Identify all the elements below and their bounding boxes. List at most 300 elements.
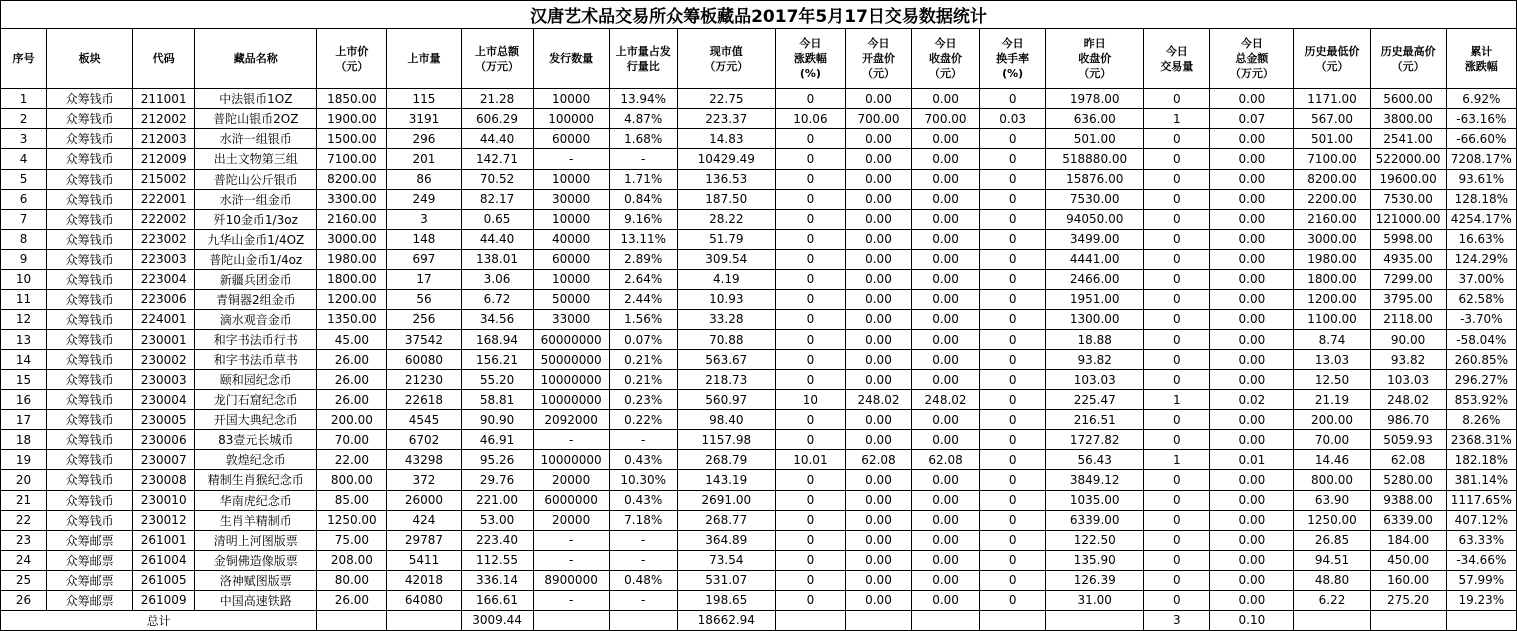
table-cell: 1980.00 — [1294, 249, 1370, 269]
table-cell: 7100.00 — [317, 149, 387, 169]
total-cell: 3 — [1144, 610, 1210, 630]
table-cell: 212009 — [133, 149, 195, 169]
table-cell: 5998.00 — [1370, 229, 1446, 249]
table-cell: 296.27% — [1446, 370, 1516, 390]
table-cell: 0.00 — [845, 229, 911, 249]
table-cell: 10000000 — [533, 370, 609, 390]
table-cell: 0 — [775, 350, 845, 370]
table-cell: 531.07 — [677, 570, 775, 590]
table-cell: 0.00 — [912, 269, 980, 289]
table-cell: 0.00 — [845, 510, 911, 530]
table-cell: 187.50 — [677, 189, 775, 209]
table-cell: - — [609, 530, 677, 550]
table-cell: 9.16% — [609, 209, 677, 229]
table-cell: 龙门石窟纪念币 — [195, 390, 317, 410]
table-cell: 4441.00 — [1046, 249, 1144, 269]
table-cell: 0 — [775, 269, 845, 289]
column-header-text: 总金额 — [1235, 52, 1269, 66]
column-header-text: 板块 — [78, 52, 101, 66]
table-cell: 4.19 — [677, 269, 775, 289]
table-cell: 10.01 — [775, 450, 845, 470]
table-cell: 7.18% — [609, 510, 677, 530]
table-cell: 中国高速铁路 — [195, 590, 317, 610]
table-cell: 敦煌纪念币 — [195, 450, 317, 470]
table-cell: 2 — [1, 109, 47, 129]
table-cell: 43298 — [387, 450, 461, 470]
table-cell: 25 — [1, 570, 47, 590]
column-header-text: 藏品名称 — [233, 52, 278, 66]
table-cell: 63.90 — [1294, 490, 1370, 510]
table-cell: 0.00 — [845, 590, 911, 610]
table-cell: 6000000 — [533, 490, 609, 510]
table-cell: 7100.00 — [1294, 149, 1370, 169]
column-header — [1, 29, 47, 89]
table-cell: 15 — [1, 370, 47, 390]
table-cell: 42018 — [387, 570, 461, 590]
total-cell: 总计 — [1, 610, 317, 630]
table-cell: 0.48% — [609, 570, 677, 590]
table-cell: 0 — [1144, 129, 1210, 149]
empty-cell — [912, 610, 980, 630]
table-cell: 0.00 — [1210, 330, 1294, 350]
table-cell: 0.84% — [609, 189, 677, 209]
table-cell: 2200.00 — [1294, 189, 1370, 209]
table-cell: - — [533, 149, 609, 169]
table-cell: 0.00 — [912, 330, 980, 350]
table-cell: 28.22 — [677, 209, 775, 229]
table-cell: 216.51 — [1046, 410, 1144, 430]
table-cell: 2118.00 — [1370, 309, 1446, 329]
table-cell: 中法银币1OZ — [195, 89, 317, 109]
column-header — [775, 29, 845, 89]
table-cell: 6339.00 — [1370, 510, 1446, 530]
table-cell: 29787 — [387, 530, 461, 550]
table-cell: -63.16% — [1446, 109, 1516, 129]
table-cell: 0.00 — [1210, 350, 1294, 370]
table-cell: 2.44% — [609, 289, 677, 309]
table-cell: 166.61 — [461, 590, 533, 610]
column-header-text: 上市量 — [407, 52, 441, 66]
table-cell: 0 — [1144, 309, 1210, 329]
total-row — [1, 610, 1517, 630]
table-cell: 212003 — [133, 129, 195, 149]
table-cell: 156.21 — [461, 350, 533, 370]
table-cell: 19600.00 — [1370, 169, 1446, 189]
table-cell: 0.00 — [845, 330, 911, 350]
table-cell: 700.00 — [912, 109, 980, 129]
table-cell: 0.00 — [912, 149, 980, 169]
table-cell: 0 — [1144, 249, 1210, 269]
table-cell: 223002 — [133, 229, 195, 249]
total-cell: 18662.94 — [677, 610, 775, 630]
table-cell: 0.00 — [912, 169, 980, 189]
table-cell: 开国大典纪念币 — [195, 410, 317, 430]
table-cell: 众筹钱币 — [47, 330, 133, 350]
table-row — [1, 390, 1517, 410]
table-cell: 22618 — [387, 390, 461, 410]
table-cell: 4 — [1, 149, 47, 169]
table-cell: 60000 — [533, 129, 609, 149]
table-cell: 众筹钱币 — [47, 430, 133, 450]
table-cell: 歼10金币1/3oz — [195, 209, 317, 229]
table-cell: 7208.17% — [1446, 149, 1516, 169]
table-cell: 10000 — [533, 169, 609, 189]
table-cell: 普陀山金币1/4oz — [195, 249, 317, 269]
table-cell: 1.71% — [609, 169, 677, 189]
table-cell: 0 — [1144, 370, 1210, 390]
table-cell: 0.00 — [912, 510, 980, 530]
column-header-text: 今日 — [934, 37, 957, 51]
table-cell: 10000000 — [533, 390, 609, 410]
table-cell: 0.00 — [912, 209, 980, 229]
table-cell: 13.11% — [609, 229, 677, 249]
table-cell: 260.85% — [1446, 350, 1516, 370]
table-cell: 606.29 — [461, 109, 533, 129]
table-cell: - — [609, 590, 677, 610]
table-cell: 0.00 — [912, 550, 980, 570]
table-cell: 0 — [980, 209, 1046, 229]
table-cell: 501.00 — [1294, 129, 1370, 149]
table-cell: 1 — [1144, 109, 1210, 129]
table-cell: 14.83 — [677, 129, 775, 149]
table-cell: 0.43% — [609, 450, 677, 470]
table-cell: 224001 — [133, 309, 195, 329]
table-cell: 3000.00 — [317, 229, 387, 249]
table-cell: 0.00 — [1210, 149, 1294, 169]
table-cell: 124.29% — [1446, 249, 1516, 269]
table-cell: 0.00 — [845, 530, 911, 550]
table-cell: 221.00 — [461, 490, 533, 510]
column-header-text: （元） — [1315, 59, 1349, 73]
table-cell: 34.56 — [461, 309, 533, 329]
table-cell: 8 — [1, 229, 47, 249]
table-row — [1, 229, 1517, 249]
table-cell: 6702 — [387, 430, 461, 450]
table-cell: 9388.00 — [1370, 490, 1446, 510]
column-header-text: 历史最低价 — [1304, 44, 1360, 58]
table-cell: 0 — [1144, 149, 1210, 169]
table-cell: 160.00 — [1370, 570, 1446, 590]
table-cell: 223004 — [133, 269, 195, 289]
table-cell: 261005 — [133, 570, 195, 590]
table-cell: 1 — [1144, 450, 1210, 470]
table-cell: 洛神赋图版票 — [195, 570, 317, 590]
table-cell: 0 — [775, 550, 845, 570]
table-cell: 0 — [980, 570, 1046, 590]
table-cell: 148 — [387, 229, 461, 249]
table-cell: 0 — [1144, 590, 1210, 610]
table-cell: 0 — [980, 249, 1046, 269]
table-cell: 0.00 — [912, 490, 980, 510]
table-cell: 12 — [1, 309, 47, 329]
table-cell: 30000 — [533, 189, 609, 209]
table-cell: 众筹钱币 — [47, 269, 133, 289]
table-cell: 1978.00 — [1046, 89, 1144, 109]
table-row — [1, 149, 1517, 169]
header-row — [1, 29, 1517, 89]
table-cell: 0 — [980, 169, 1046, 189]
table-cell: 0 — [1144, 570, 1210, 590]
table-cell: 0 — [980, 410, 1046, 430]
table-cell: 0 — [775, 590, 845, 610]
table-cell: 90.90 — [461, 410, 533, 430]
table-cell: 336.14 — [461, 570, 533, 590]
table-cell: 248.02 — [1370, 390, 1446, 410]
table-cell: 50000000 — [533, 350, 609, 370]
table-cell: 0.00 — [1210, 289, 1294, 309]
table-cell: 1171.00 — [1294, 89, 1370, 109]
table-cell: 生肖羊精制币 — [195, 510, 317, 530]
table-cell: 225.47 — [1046, 390, 1144, 410]
table-cell: 0.00 — [1210, 209, 1294, 229]
table-cell: 0 — [980, 89, 1046, 109]
table-cell: 0.03 — [980, 109, 1046, 129]
table-cell: 0 — [1144, 470, 1210, 490]
table-cell: 众筹邮票 — [47, 570, 133, 590]
table-cell: 众筹钱币 — [47, 309, 133, 329]
column-header-text: 收盘价 — [929, 52, 963, 66]
table-cell: 0 — [980, 550, 1046, 570]
table-row — [1, 89, 1517, 109]
table-cell: 11 — [1, 289, 47, 309]
table-cell: 17 — [387, 269, 461, 289]
table-cell: 0.00 — [845, 269, 911, 289]
empty-cell — [1294, 610, 1370, 630]
table-cell: 122.50 — [1046, 530, 1144, 550]
table-cell: 0 — [775, 129, 845, 149]
table-cell: 14.46 — [1294, 450, 1370, 470]
table-cell: 6.72 — [461, 289, 533, 309]
table-cell: 1.68% — [609, 129, 677, 149]
table-cell: - — [609, 550, 677, 570]
table-cell: 94.51 — [1294, 550, 1370, 570]
table-cell: 10429.49 — [677, 149, 775, 169]
table-row — [1, 189, 1517, 209]
table-cell: 0.00 — [1210, 510, 1294, 530]
table-cell: 1850.00 — [317, 89, 387, 109]
table-cell: 0 — [775, 490, 845, 510]
table-cell: - — [609, 430, 677, 450]
table-cell: 0 — [980, 330, 1046, 350]
table-cell: 4254.17% — [1446, 209, 1516, 229]
table-cell: 众筹钱币 — [47, 350, 133, 370]
table-cell: 44.40 — [461, 129, 533, 149]
table-cell: 215002 — [133, 169, 195, 189]
column-header — [1294, 29, 1370, 89]
table-cell: 1727.82 — [1046, 430, 1144, 450]
column-header-text: 今日 — [799, 37, 822, 51]
table-cell: -34.66% — [1446, 550, 1516, 570]
table-cell: 0 — [1144, 269, 1210, 289]
table-cell: 1 — [1, 89, 47, 109]
column-header-text: 上市量占发 — [615, 44, 671, 58]
empty-cell — [1046, 610, 1144, 630]
table-cell: 261009 — [133, 590, 195, 610]
table-cell: 70.88 — [677, 330, 775, 350]
table-cell: 44.40 — [461, 229, 533, 249]
table-cell: 33000 — [533, 309, 609, 329]
table-cell: 13 — [1, 330, 47, 350]
column-header — [133, 29, 195, 89]
table-cell: 0.00 — [912, 410, 980, 430]
table-cell: 1300.00 — [1046, 309, 1144, 329]
table-cell: 364.89 — [677, 530, 775, 550]
table-cell: 0 — [1144, 510, 1210, 530]
table-cell: 0 — [1144, 89, 1210, 109]
column-header-text: （元） — [861, 67, 895, 81]
table-cell: 0.00 — [845, 470, 911, 490]
table-cell: 1980.00 — [317, 249, 387, 269]
table-cell: 1 — [1144, 390, 1210, 410]
table-cell: 0.00 — [1210, 490, 1294, 510]
table-cell: 7 — [1, 209, 47, 229]
column-header-text: 代码 — [152, 52, 175, 66]
table-cell: 83壹元长城币 — [195, 430, 317, 450]
table-cell: 0 — [980, 590, 1046, 610]
table-cell: 372 — [387, 470, 461, 490]
table-cell: 29.76 — [461, 470, 533, 490]
table-cell: 138.01 — [461, 249, 533, 269]
table-cell: 6.92% — [1446, 89, 1516, 109]
table-cell: 62.58% — [1446, 289, 1516, 309]
table-cell: 86 — [387, 169, 461, 189]
table-cell: 20 — [1, 470, 47, 490]
table-cell: 0.00 — [845, 570, 911, 590]
table-row — [1, 209, 1517, 229]
table-cell: 0 — [775, 570, 845, 590]
table-row — [1, 309, 1517, 329]
column-header-text: 交易量 — [1160, 59, 1194, 73]
table-cell: 261001 — [133, 530, 195, 550]
table-cell: 40000 — [533, 229, 609, 249]
table-row — [1, 350, 1517, 370]
table-cell: -58.04% — [1446, 330, 1516, 350]
table-cell: 8900000 — [533, 570, 609, 590]
table-cell: 0 — [980, 149, 1046, 169]
table-cell: 26.85 — [1294, 530, 1370, 550]
table-cell: 众筹钱币 — [47, 470, 133, 490]
table-cell: 2.64% — [609, 269, 677, 289]
table-cell: 8200.00 — [317, 169, 387, 189]
column-header — [980, 29, 1046, 89]
table-cell: 0.00 — [845, 370, 911, 390]
table-cell: 1035.00 — [1046, 490, 1144, 510]
table-cell: 22.75 — [677, 89, 775, 109]
table-cell: 0.65 — [461, 209, 533, 229]
table-cell: 19.23% — [1446, 590, 1516, 610]
table-cell: 6 — [1, 189, 47, 209]
table-cell: 518880.00 — [1046, 149, 1144, 169]
table-cell: 0.00 — [912, 129, 980, 149]
table-cell: 26.00 — [317, 350, 387, 370]
table-cell: 2.89% — [609, 249, 677, 269]
table-cell: 0.00 — [1210, 89, 1294, 109]
table-cell: 501.00 — [1046, 129, 1144, 149]
table-cell: 381.14% — [1446, 470, 1516, 490]
table-cell: 23 — [1, 530, 47, 550]
table-cell: 1117.65% — [1446, 490, 1516, 510]
column-header-text: 开盘价 — [861, 52, 895, 66]
table-cell: 0.00 — [912, 189, 980, 209]
table-cell: 200.00 — [317, 410, 387, 430]
table-cell: 2160.00 — [317, 209, 387, 229]
table-cell: 223.40 — [461, 530, 533, 550]
table-cell: 0 — [775, 169, 845, 189]
table-row — [1, 410, 1517, 430]
table-cell: 56 — [387, 289, 461, 309]
table-cell: 94050.00 — [1046, 209, 1144, 229]
table-cell: 0.00 — [845, 410, 911, 430]
table-cell: 3300.00 — [317, 189, 387, 209]
table-cell: 268.77 — [677, 510, 775, 530]
table-cell: 众筹钱币 — [47, 450, 133, 470]
column-header — [845, 29, 911, 89]
table-cell: 115 — [387, 89, 461, 109]
table-cell: 0.00 — [912, 530, 980, 550]
table-cell: 62.08 — [912, 450, 980, 470]
table-cell: 93.61% — [1446, 169, 1516, 189]
table-cell: 0 — [1144, 209, 1210, 229]
table-cell: 64080 — [387, 590, 461, 610]
table-cell: 1500.00 — [317, 129, 387, 149]
table-cell: 0 — [775, 470, 845, 490]
table-cell: 0.00 — [1210, 129, 1294, 149]
table-cell: 14 — [1, 350, 47, 370]
table-cell: 普陀山公斤银币 — [195, 169, 317, 189]
table-cell: 26.00 — [317, 390, 387, 410]
column-header — [47, 29, 133, 89]
table-cell: - — [533, 550, 609, 570]
table-cell: 0 — [775, 330, 845, 350]
table-cell: 0 — [1144, 490, 1210, 510]
table-cell: 309.54 — [677, 249, 775, 269]
table-cell: 5059.93 — [1370, 430, 1446, 450]
table-cell: 0.00 — [912, 289, 980, 309]
table-cell: 15876.00 — [1046, 169, 1144, 189]
table-cell: 90.00 — [1370, 330, 1446, 350]
table-cell: 21.19 — [1294, 390, 1370, 410]
table-cell: 563.67 — [677, 350, 775, 370]
table-cell: 407.12% — [1446, 510, 1516, 530]
table-cell: 和字书法币行书 — [195, 330, 317, 350]
table-cell: 62.08 — [1370, 450, 1446, 470]
table-cell: 1250.00 — [1294, 510, 1370, 530]
table-cell: 0 — [980, 189, 1046, 209]
table-cell: 18 — [1, 430, 47, 450]
table-cell: 众筹钱币 — [47, 89, 133, 109]
table-cell: 众筹钱币 — [47, 390, 133, 410]
column-header — [317, 29, 387, 89]
table-cell: 9 — [1, 249, 47, 269]
column-header — [1210, 29, 1294, 89]
table-cell: 0 — [980, 450, 1046, 470]
table-cell: 0.00 — [845, 169, 911, 189]
table-cell: 0.00 — [1210, 249, 1294, 269]
table-cell: 0.00 — [1210, 410, 1294, 430]
table-cell: 0.02 — [1210, 390, 1294, 410]
table-cell: 26.00 — [317, 370, 387, 390]
column-header-text: （元） — [335, 59, 369, 73]
table-cell: 126.39 — [1046, 570, 1144, 590]
table-cell: 0.01 — [1210, 450, 1294, 470]
table-cell: 223006 — [133, 289, 195, 309]
table-cell: 和字书法币草书 — [195, 350, 317, 370]
table-cell: 112.55 — [461, 550, 533, 570]
column-header-text: 换手率 — [996, 52, 1030, 66]
table-row — [1, 370, 1517, 390]
table-cell: 50000 — [533, 289, 609, 309]
table-cell: 0.00 — [845, 209, 911, 229]
